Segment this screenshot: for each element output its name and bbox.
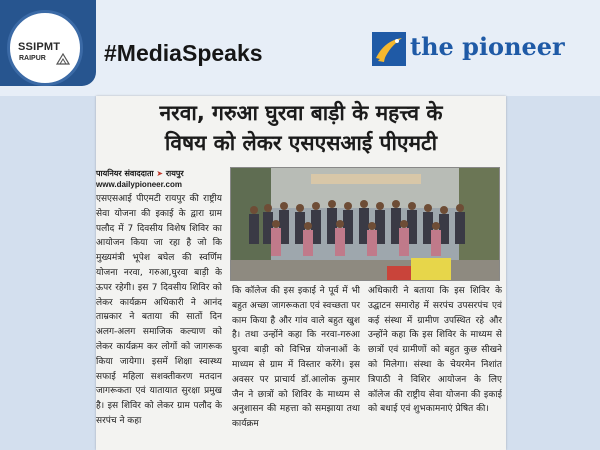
emblem-icon <box>56 53 70 65</box>
newspaper-clipping <box>96 96 506 450</box>
pioneer-logo-icon <box>372 32 406 66</box>
byline <box>96 168 226 179</box>
media-speaks-hashtag: #MediaSpeaks <box>104 40 263 66</box>
newspaper-logo <box>372 30 596 70</box>
newspaper-name: the pioneer <box>410 32 565 61</box>
headline-line-1: नरवा, गरुआ घुरवा बाड़ी के महत्त्व के <box>159 101 443 125</box>
article-column-3: अधिकारी ने बताया कि इस शिविर के उद्घाटन समारोह में सरपंच उपसरपंच एवं कई संस्था में ग्रामीण उपस्थित रहे और उन्होंने कहा कि इस शिविर के माध्यम से छात्रों एवं ग्रामीणों को बहुत कुछ सीखने को मिलेगा। संस्था के चेयरमेन निशांत त्रिपाठी ने विशिर आयोजन के लिए कॉलेज की राष्ट्रीय सेवा योजना की इकाई को बधाई एवं शुभकामनाएं प्रेषित की। <box>368 286 502 415</box>
logo-text-ssipmt: SSIPMT <box>18 41 61 53</box>
byline-city: रायपुर <box>165 169 184 178</box>
byline-reporter: पायनियर संवाददाता <box>96 169 154 178</box>
institution-logo[interactable] <box>7 10 83 86</box>
website-url: www.dailypioneer.com <box>96 180 182 189</box>
headline-line-2: विषय को लेकर एसएसआई पीएमटी <box>164 131 438 155</box>
logo-badge <box>0 0 96 86</box>
article-column-1: एसएसआई पीएमटी रायपुर की राष्ट्रीय सेवा योजना की इकाई के द्वारा ग्राम पलौद में 7 दिवसीय विशेष शिविर का आयोजन किया जा रहा है जो कि मुख्यमंत्री भूपेश बघेल की स्वर्णिम योजना नरवा, गरुआ,घुरवा बाड़ी के ऊपर रहेगी। इस 7 दिवसीय शिविर को लेकर कार्यक्रम अधिकारी ने आनंद ताम्रकार ने बताया की सातों दिन अलग-अलग समाजिक कल्याण को लेकर कार्यक्रम कर लोगों को जागरूक किया जायेगा। इसमें शिक्षा स्वास्थ्य सफाई महिला सशक्तीकरण मतदान जागरूकता एवं यातायात सुरक्षा प्रमुख है। इस शिविर को लेकर ग्राम पलौद के सरपंच ने कहा <box>96 194 222 426</box>
article-column-2: कि कॉलेज की इस इकाई ने पूर्व में भी बहुत अच्छा जागरूकता एवं स्वच्छता पर काम किया है और गांव वाले बहुत खुश है। तथा उन्होंने कहा कि नरवा-गरुआ घुरवा बाड़ी को विभिन्न योजनाओं के माध्यम से ग्राम में विस्तार करेंगे। इस अवसर पर प्राचार्य डॉ.आलोक कुमार जैन ने छात्रों को शिविर के माध्यम से अनुशासन की महत्ता को समझाया तथा कार्यक्रम <box>232 286 360 430</box>
logo-text-raipur: RAIPUR <box>19 55 46 62</box>
byline-arrow-icon: ➤ <box>156 169 164 178</box>
group-photo <box>230 167 500 281</box>
